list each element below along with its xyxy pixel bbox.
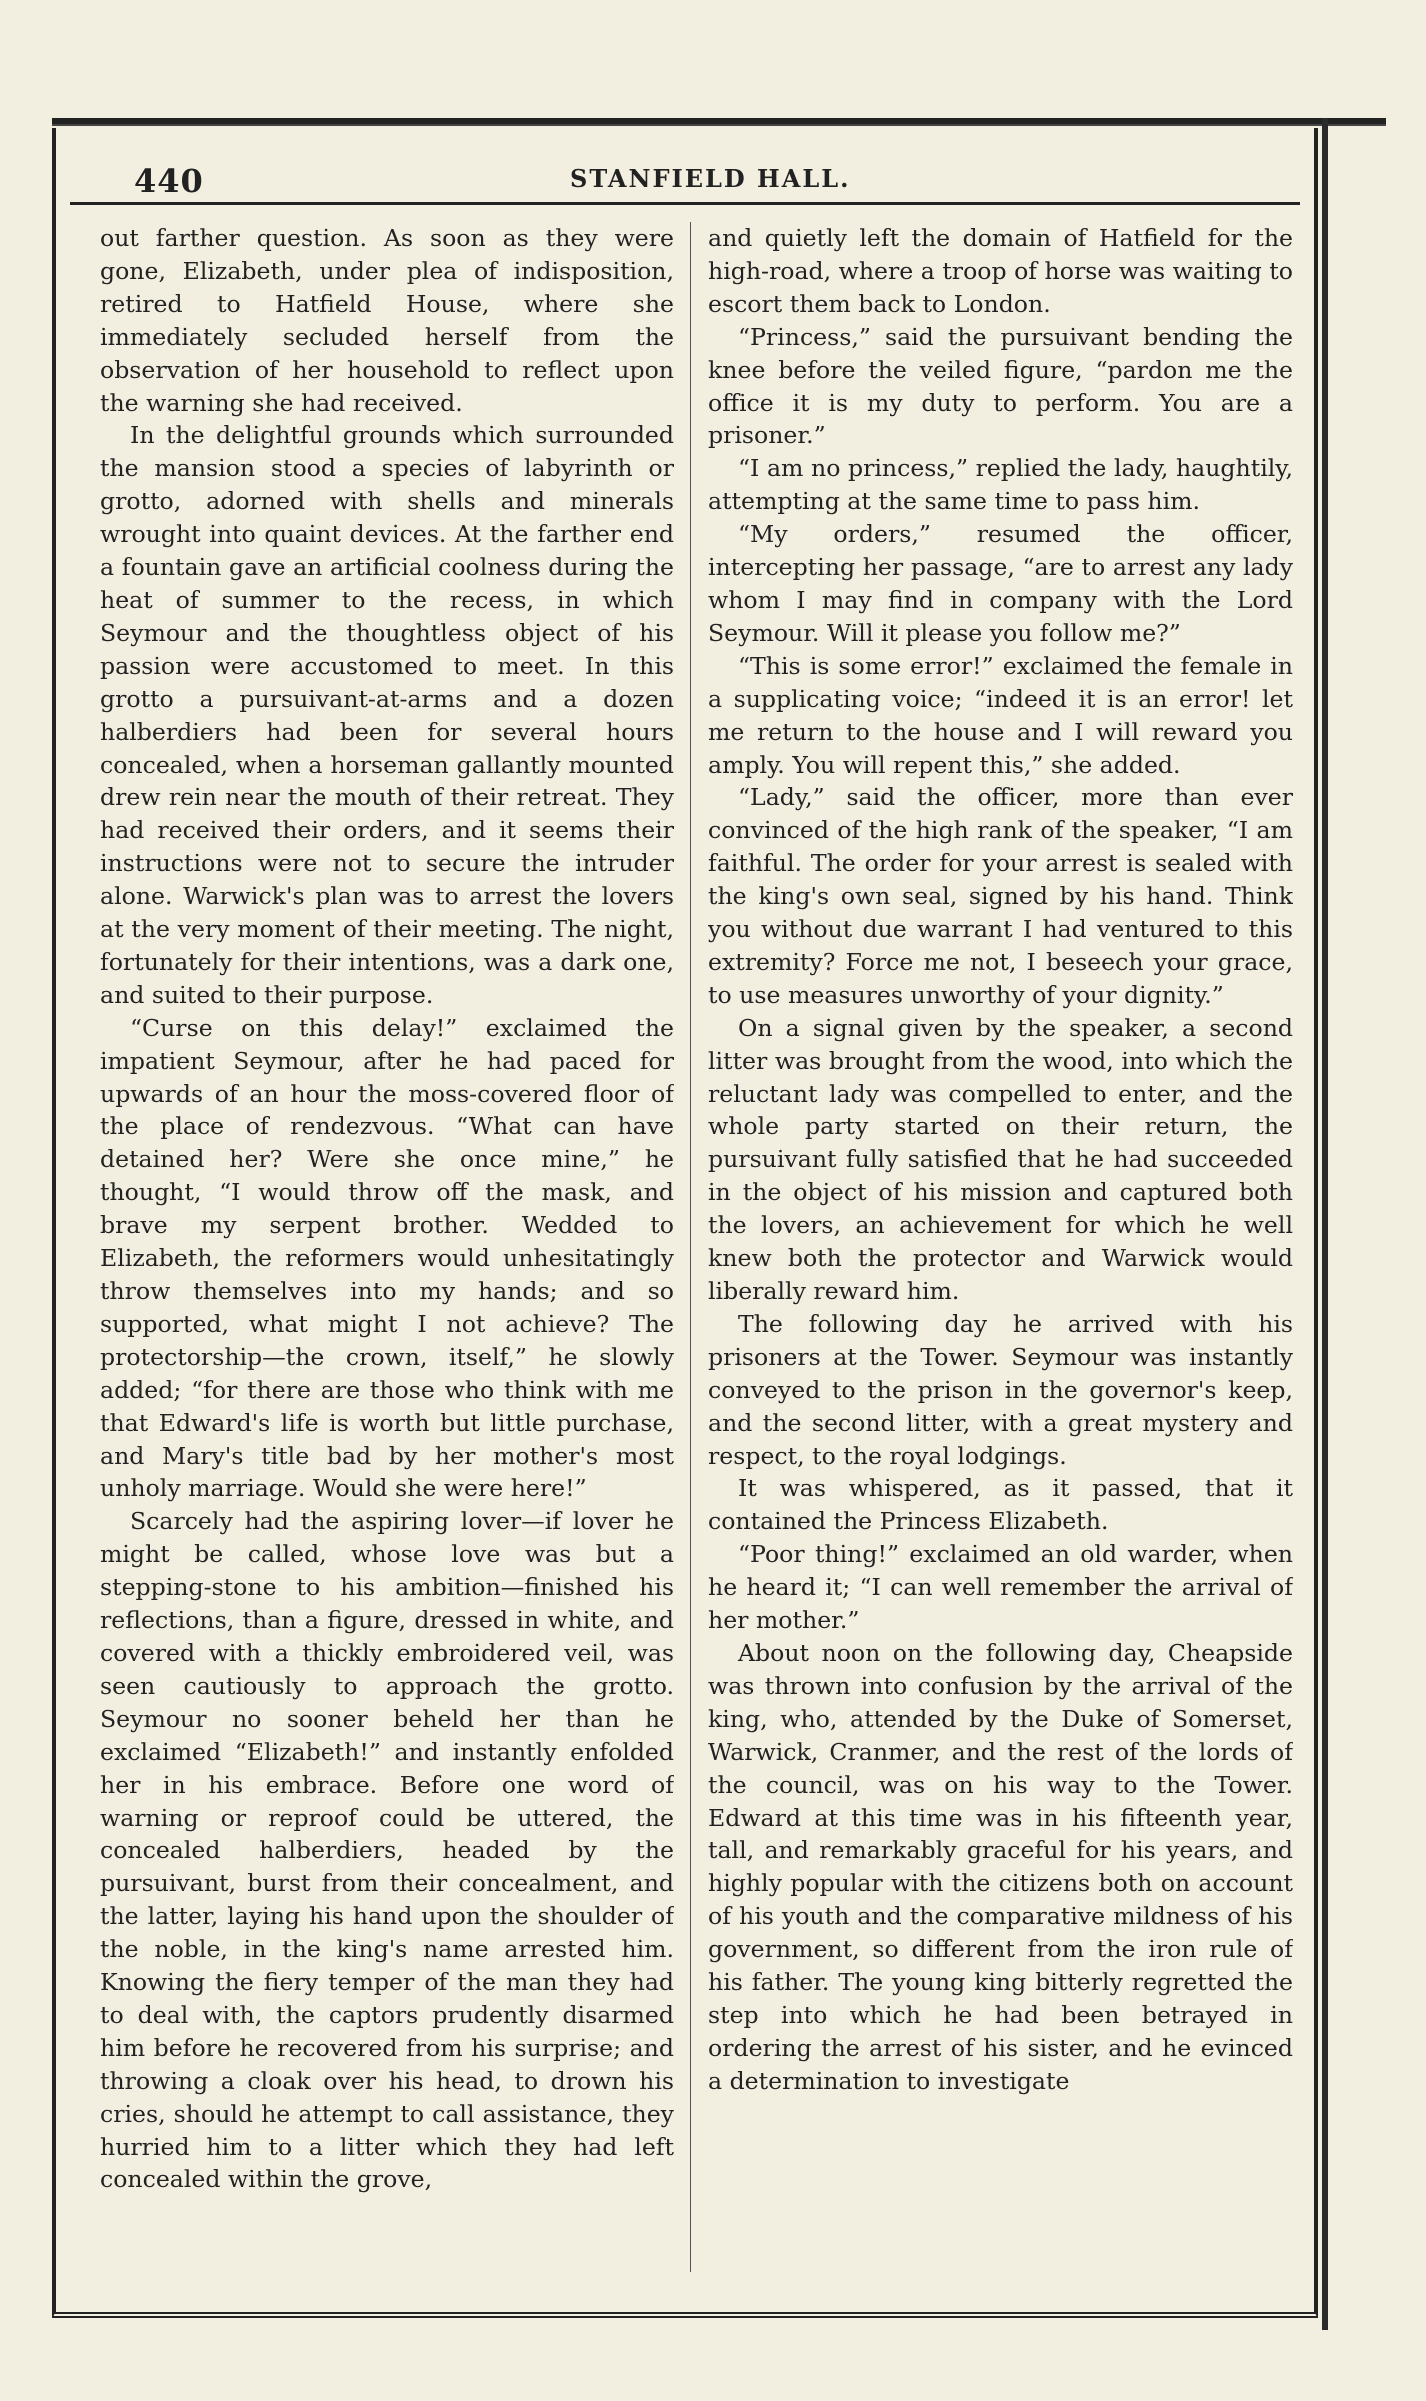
paragraph: “Poor thing!” exclaimed an old warder, when he heard it; “I can well remember the arrival of her mother.” bbox=[708, 1540, 1293, 1635]
paragraph: “Curse on this delay!” exclaimed the impatient Seymour, after he had paced for upwards of an hour the moss-covered floor of the place of rendezvous. “What can have detained her? Were she once mine,” he thought, “I would throw off the mask, and brave my serpent brother. Wedded to Elizabeth, the reformers would unhesitatingly throw themselves into my hands; and so supported, what might I not achieve? The protectorship—the crown, itself,” he slowly added; “for there are those who think with me that Edward's life is worth but little purchase, and Mary's title bad by her mother's most unholy marriage. Would she were here!” bbox=[100, 1013, 674, 1503]
paragraph: It was whispered, as it passed, that it contained the Princess Elizabeth. bbox=[708, 1474, 1293, 1536]
paragraph: and quietly left the domain of Hatfield for the high-road, where a troop of horse was waiting to escort them back to London. bbox=[708, 224, 1293, 318]
paragraph: “I am no princess,” replied the lady, haughtily, attempting at the same time to pass him. bbox=[708, 454, 1293, 516]
right-column bbox=[708, 222, 1293, 2286]
paragraph: Scarcely had the aspiring lover—if lover he might be called, whose love was but a stepping-stone to his ambition—finished his reflections, than a figure, dressed in white, and covered with a thickly embroidered veil, was seen cautiously to approach the grotto. Seymour no sooner beheld her than he exclaimed “Elizabeth!” and instantly enfolded her in his embrace. Before one word of warning or reproof could be uttered, the concealed halberdiers, headed by the pursuivant, burst from their concealment, and the latter, laying his hand upon the shoulder of the noble, in the king's name arrested him. Knowing the fiery temper of the man they had to deal with, the captors prudently disarmed him before he recovered from his surprise; and throwing a cloak over his head, to drown his cries, should he attempt to call assistance, they hurried him to a litter which they had left concealed within the grove, bbox=[100, 1507, 674, 2194]
paragraph: out farther question. As soon as they were gone, Elizabeth, under plea of indisposition, retired to Hatfield House, where she immediately secluded herself from the observation of her household to reflect upon the warning she had received. bbox=[100, 224, 674, 417]
paragraph: “My orders,” resumed the officer, intercepting her passage, “are to arrest any lady whom I may find in company with the Lord Seymour. Will it please you follow me?” bbox=[708, 520, 1293, 647]
right-border bbox=[1322, 118, 1328, 2330]
paragraph: About noon on the following day, Cheapside was thrown into confusion by the arrival of the king, who, attended by the Duke of Somerset, Warwick, Cranmer, and the rest of the lords of the council, was on his way to the Tower. Edward at this time was in his fifteenth year, tall, and remarkably graceful for his years, and highly popular with the citizens both on account of his youth and the comparative mildness of his government, so different from the iron rule of his father. The young king bitterly regretted the step into which he had been betrayed in ordering the arrest of his sister, and he evinced a determination to investigate bbox=[708, 1638, 1293, 2095]
paragraph: On a signal given by the speaker, a second litter was brought from the wood, into which the reluctant lady was compelled to enter, and the whole party started on their return, the pursuivant fully satisfied that he had succeeded in the object of his mission and captured both the lovers, an achievement for which he well knew both the protector and Warwick would liberally reward him. bbox=[708, 1013, 1293, 1305]
page-number: 440 bbox=[134, 162, 204, 200]
paragraph: The following day he arrived with his prisoners at the Tower. Seymour was instantly conveyed to the prison in the governor's keep, and the second litter, with a great mystery and respect, to the royal lodgings. bbox=[708, 1309, 1293, 1470]
paragraph: “Lady,” said the officer, more than ever convinced of the high rank of the speaker, “I am faithful. The order for your arrest is sealed with the king's own seal, signed by his hand. Think you without due warrant I had ventured to this extremity? Force me not, I beseech your grace, to use measures unworthy of your dignity.” bbox=[708, 783, 1293, 1009]
paragraph: “Princess,” said the pursuivant bending the knee before the veiled figure, “pardon me the office it is my duty to perform. You are a prisoner.” bbox=[708, 322, 1293, 450]
top-rule bbox=[52, 118, 1386, 126]
page-header bbox=[70, 150, 1300, 205]
paragraph: “This is some error!” exclaimed the female in a supplicating voice; “indeed it is an error! let me return to the house and I will reward you amply. You will repent this,” she added. bbox=[708, 651, 1293, 779]
column-divider bbox=[690, 222, 691, 2272]
running-title: STANFIELD HALL. bbox=[570, 164, 851, 193]
paragraph: In the delightful grounds which surrounded the mansion stood a species of labyrinth or grotto, adorned with shells and minerals wrought into quaint devices. At the farther end a fountain gave an artificial coolness during the heat of summer to the recess, in which Seymour and the thoughtless object of his passion were accustomed to meet. In this grotto a pursuivant-at-arms and a dozen halberdiers had been for several hours concealed, when a horseman gallantly mounted drew rein near the mouth of their retreat. They had received their orders, and it seems their instructions were not to secure the intruder alone. Warwick's plan was to arrest the lovers at the very moment of their meeting. The night, fortunately for their intentions, was a dark one, and suited to their purpose. bbox=[100, 421, 674, 1009]
left-column bbox=[100, 222, 674, 2286]
